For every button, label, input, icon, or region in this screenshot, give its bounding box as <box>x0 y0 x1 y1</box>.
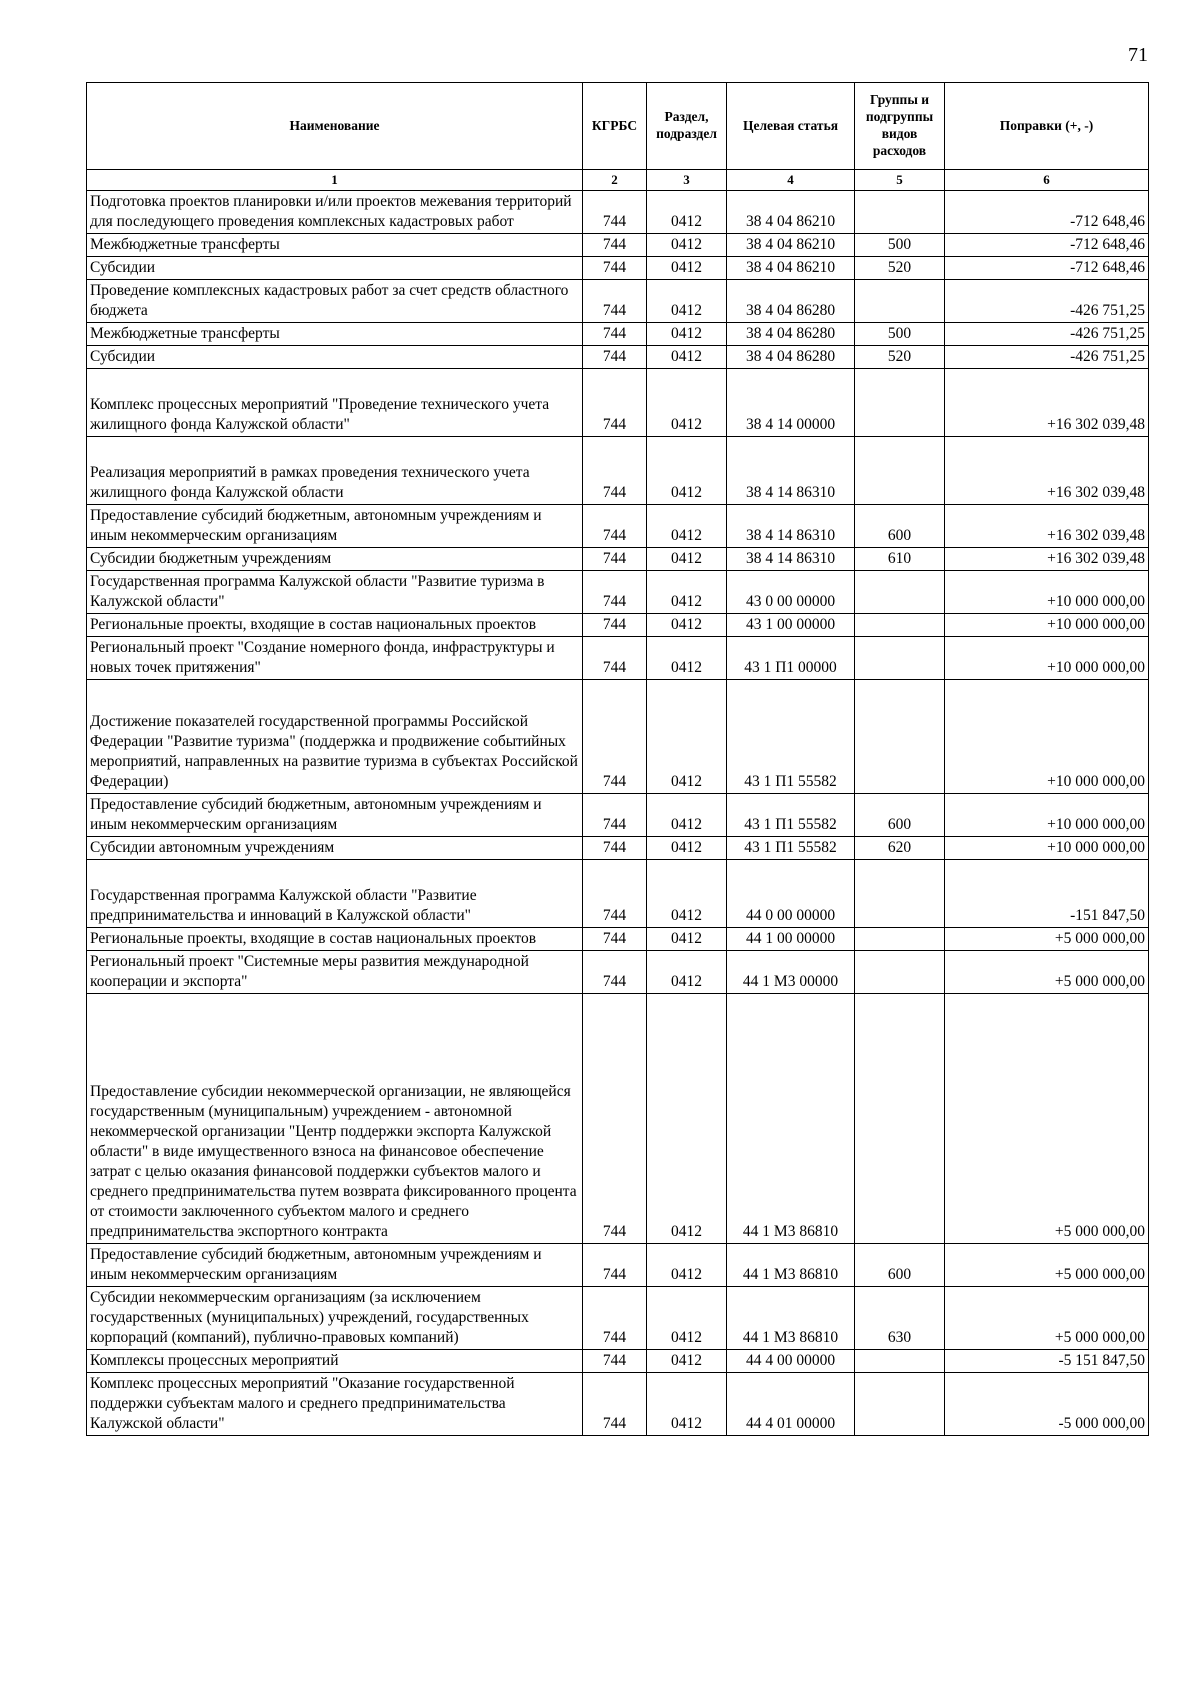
header-section: Раздел, подраздел <box>647 83 727 170</box>
header-groups: Группы и подгруппы видов расходов <box>855 83 945 170</box>
table-row <box>87 280 1149 323</box>
row-kgrbs: 744 <box>583 548 647 571</box>
row-target: 44 0 00 00000 <box>727 860 855 928</box>
row-name: Государственная программа Калужской области "Развитие туризма в Калужской области" <box>87 571 583 614</box>
row-group <box>855 437 945 505</box>
row-group: 630 <box>855 1287 945 1350</box>
row-name: Региональный проект "Системные меры развития международной кооперации и экспорта" <box>87 951 583 994</box>
table-row <box>87 1350 1149 1373</box>
row-section: 0412 <box>647 994 727 1244</box>
row-kgrbs: 744 <box>583 1287 647 1350</box>
row-section: 0412 <box>647 548 727 571</box>
row-amount: +10 000 000,00 <box>945 794 1149 837</box>
row-kgrbs: 744 <box>583 1350 647 1373</box>
row-group <box>855 571 945 614</box>
row-group: 500 <box>855 234 945 257</box>
row-group <box>855 1350 945 1373</box>
row-kgrbs: 744 <box>583 437 647 505</box>
row-section: 0412 <box>647 437 727 505</box>
row-section: 0412 <box>647 369 727 437</box>
row-section: 0412 <box>647 1287 727 1350</box>
column-number: 5 <box>855 170 945 191</box>
row-group <box>855 951 945 994</box>
row-kgrbs: 744 <box>583 505 647 548</box>
table-row <box>87 614 1149 637</box>
row-section: 0412 <box>647 794 727 837</box>
table-row <box>87 994 1149 1244</box>
header-target: Целевая статья <box>727 83 855 170</box>
row-amount: +5 000 000,00 <box>945 928 1149 951</box>
row-name: Реализация мероприятий в рамках проведения технического учета жилищного фонда Калужской области <box>87 437 583 505</box>
header-name: Наименование <box>87 83 583 170</box>
page-number: 71 <box>1128 44 1148 66</box>
row-group <box>855 928 945 951</box>
header-kgrbs: КГРБС <box>583 83 647 170</box>
row-target: 43 1 П1 55582 <box>727 680 855 794</box>
row-target: 38 4 04 86210 <box>727 257 855 280</box>
column-number-row <box>87 170 1149 191</box>
row-amount: +16 302 039,48 <box>945 437 1149 505</box>
row-target: 44 1 00 00000 <box>727 928 855 951</box>
row-amount: +5 000 000,00 <box>945 1244 1149 1287</box>
row-group <box>855 637 945 680</box>
row-kgrbs: 744 <box>583 928 647 951</box>
row-amount: +16 302 039,48 <box>945 548 1149 571</box>
row-name: Субсидии бюджетным учреждениям <box>87 548 583 571</box>
row-section: 0412 <box>647 860 727 928</box>
table-row <box>87 571 1149 614</box>
row-kgrbs: 744 <box>583 837 647 860</box>
table-row <box>87 680 1149 794</box>
row-section: 0412 <box>647 234 727 257</box>
row-amount: +16 302 039,48 <box>945 369 1149 437</box>
table-row <box>87 369 1149 437</box>
row-group: 520 <box>855 257 945 280</box>
row-section: 0412 <box>647 951 727 994</box>
row-section: 0412 <box>647 323 727 346</box>
row-name: Достижение показателей государственной программы Российской Федерации "Развитие туризма" (поддержка и продвижение событийных мероприятий, направленных на развитие туризма в субъектах Российской Федерации) <box>87 680 583 794</box>
row-name: Подготовка проектов планировки и/или проектов межевания территорий для последующего проведения комплексных кадастровых работ <box>87 191 583 234</box>
row-amount: +16 302 039,48 <box>945 505 1149 548</box>
row-section: 0412 <box>647 1373 727 1436</box>
row-target: 38 4 04 86280 <box>727 323 855 346</box>
row-amount: -712 648,46 <box>945 234 1149 257</box>
row-group: 620 <box>855 837 945 860</box>
row-amount: -712 648,46 <box>945 257 1149 280</box>
row-amount: +10 000 000,00 <box>945 837 1149 860</box>
table-row <box>87 191 1149 234</box>
row-target: 38 4 04 86210 <box>727 234 855 257</box>
row-kgrbs: 744 <box>583 257 647 280</box>
row-group <box>855 280 945 323</box>
row-section: 0412 <box>647 837 727 860</box>
row-target: 44 4 00 00000 <box>727 1350 855 1373</box>
table-row <box>87 323 1149 346</box>
table-row <box>87 437 1149 505</box>
budget-amendments-table <box>86 82 1149 1436</box>
row-amount: -5 000 000,00 <box>945 1373 1149 1436</box>
row-amount: +10 000 000,00 <box>945 637 1149 680</box>
row-amount: -151 847,50 <box>945 860 1149 928</box>
table-row <box>87 1287 1149 1350</box>
row-amount: -426 751,25 <box>945 323 1149 346</box>
row-name: Предоставление субсидии некоммерческой организации, не являющейся государственным (муниципальным) учреждением - автономной некоммерческой организации "Центр поддержки экспорта Калужской области" в виде имущественного взноса на финансовое обеспечение затрат с целью оказания финансовой поддержки субъектов малого и среднего предпринимательства путем возврата фиксированного процента от стоимости заключенного субъектом малого и среднего предпринимательства экспортного контракта <box>87 994 583 1244</box>
row-amount: -712 648,46 <box>945 191 1149 234</box>
row-group <box>855 860 945 928</box>
row-amount: -426 751,25 <box>945 346 1149 369</box>
row-kgrbs: 744 <box>583 680 647 794</box>
table-row <box>87 951 1149 994</box>
column-number: 4 <box>727 170 855 191</box>
row-kgrbs: 744 <box>583 191 647 234</box>
row-kgrbs: 744 <box>583 637 647 680</box>
row-name: Межбюджетные трансферты <box>87 323 583 346</box>
table-header-row <box>87 83 1149 170</box>
table-row <box>87 548 1149 571</box>
row-target: 43 1 П1 00000 <box>727 637 855 680</box>
row-kgrbs: 744 <box>583 346 647 369</box>
column-number: 6 <box>945 170 1149 191</box>
table-row <box>87 860 1149 928</box>
row-kgrbs: 744 <box>583 369 647 437</box>
row-amount: +10 000 000,00 <box>945 571 1149 614</box>
row-section: 0412 <box>647 346 727 369</box>
row-target: 38 4 04 86210 <box>727 191 855 234</box>
row-target: 38 4 04 86280 <box>727 346 855 369</box>
row-amount: +5 000 000,00 <box>945 1287 1149 1350</box>
row-name: Комплекс процессных мероприятий "Оказание государственной поддержки субъектам малого и среднего предпринимательства Калужской области" <box>87 1373 583 1436</box>
row-name: Субсидии <box>87 346 583 369</box>
row-kgrbs: 744 <box>583 951 647 994</box>
row-section: 0412 <box>647 191 727 234</box>
row-name: Предоставление субсидий бюджетным, автономным учреждениям и иным некоммерческим организациям <box>87 505 583 548</box>
row-kgrbs: 744 <box>583 323 647 346</box>
row-group: 600 <box>855 794 945 837</box>
row-target: 38 4 14 86310 <box>727 505 855 548</box>
row-kgrbs: 744 <box>583 794 647 837</box>
row-section: 0412 <box>647 1350 727 1373</box>
row-amount: +5 000 000,00 <box>945 951 1149 994</box>
row-group: 600 <box>855 505 945 548</box>
row-amount: +5 000 000,00 <box>945 994 1149 1244</box>
column-number: 3 <box>647 170 727 191</box>
row-amount: -426 751,25 <box>945 280 1149 323</box>
row-section: 0412 <box>647 571 727 614</box>
row-kgrbs: 744 <box>583 614 647 637</box>
row-group <box>855 369 945 437</box>
row-name: Субсидии <box>87 257 583 280</box>
row-name: Региональный проект "Создание номерного фонда, инфраструктуры и новых точек притяжения" <box>87 637 583 680</box>
row-section: 0412 <box>647 614 727 637</box>
row-name: Субсидии автономным учреждениям <box>87 837 583 860</box>
row-group: 600 <box>855 1244 945 1287</box>
row-target: 44 4 01 00000 <box>727 1373 855 1436</box>
table-row <box>87 1373 1149 1436</box>
row-kgrbs: 744 <box>583 1373 647 1436</box>
row-name: Государственная программа Калужской области "Развитие предпринимательства и инноваций в Калужской области" <box>87 860 583 928</box>
table-row <box>87 1244 1149 1287</box>
row-target: 43 1 П1 55582 <box>727 837 855 860</box>
row-target: 43 0 00 00000 <box>727 571 855 614</box>
row-kgrbs: 744 <box>583 994 647 1244</box>
row-name: Региональные проекты, входящие в состав национальных проектов <box>87 928 583 951</box>
row-target: 43 1 П1 55582 <box>727 794 855 837</box>
row-target: 38 4 14 00000 <box>727 369 855 437</box>
table-row <box>87 257 1149 280</box>
row-name: Комплекс процессных мероприятий "Проведение технического учета жилищного фонда Калужской области" <box>87 369 583 437</box>
row-target: 44 1 М3 86810 <box>727 1244 855 1287</box>
table-row <box>87 794 1149 837</box>
row-group <box>855 994 945 1244</box>
row-section: 0412 <box>647 505 727 548</box>
row-group <box>855 1373 945 1436</box>
row-kgrbs: 744 <box>583 280 647 323</box>
table-row <box>87 637 1149 680</box>
row-section: 0412 <box>647 680 727 794</box>
row-target: 43 1 00 00000 <box>727 614 855 637</box>
row-section: 0412 <box>647 928 727 951</box>
table-row <box>87 234 1149 257</box>
row-group: 500 <box>855 323 945 346</box>
row-target: 44 1 М3 86810 <box>727 1287 855 1350</box>
row-kgrbs: 744 <box>583 234 647 257</box>
header-amendments: Поправки (+, -) <box>945 83 1149 170</box>
row-target: 38 4 14 86310 <box>727 548 855 571</box>
row-section: 0412 <box>647 280 727 323</box>
row-target: 38 4 14 86310 <box>727 437 855 505</box>
row-group <box>855 680 945 794</box>
row-group: 610 <box>855 548 945 571</box>
row-target: 44 1 М3 86810 <box>727 994 855 1244</box>
row-name: Региональные проекты, входящие в состав национальных проектов <box>87 614 583 637</box>
row-kgrbs: 744 <box>583 571 647 614</box>
row-name: Межбюджетные трансферты <box>87 234 583 257</box>
row-name: Проведение комплексных кадастровых работ за счет средств областного бюджета <box>87 280 583 323</box>
table-row <box>87 505 1149 548</box>
row-target: 38 4 04 86280 <box>727 280 855 323</box>
table-row <box>87 346 1149 369</box>
row-name: Комплексы процессных мероприятий <box>87 1350 583 1373</box>
row-amount: +10 000 000,00 <box>945 680 1149 794</box>
row-target: 44 1 М3 00000 <box>727 951 855 994</box>
row-amount: +10 000 000,00 <box>945 614 1149 637</box>
row-kgrbs: 744 <box>583 1244 647 1287</box>
row-amount: -5 151 847,50 <box>945 1350 1149 1373</box>
row-kgrbs: 744 <box>583 860 647 928</box>
table-row <box>87 928 1149 951</box>
column-number: 1 <box>87 170 583 191</box>
row-group <box>855 191 945 234</box>
column-number: 2 <box>583 170 647 191</box>
table-row <box>87 837 1149 860</box>
row-group: 520 <box>855 346 945 369</box>
row-section: 0412 <box>647 1244 727 1287</box>
row-name: Предоставление субсидий бюджетным, автономным учреждениям и иным некоммерческим организациям <box>87 794 583 837</box>
row-group <box>855 614 945 637</box>
row-section: 0412 <box>647 637 727 680</box>
row-name: Субсидии некоммерческим организациям (за исключением государственных (муниципальных) учреждений, государственных корпораций (компаний), публично-правовых компаний) <box>87 1287 583 1350</box>
row-name: Предоставление субсидий бюджетным, автономным учреждениям и иным некоммерческим организациям <box>87 1244 583 1287</box>
row-section: 0412 <box>647 257 727 280</box>
